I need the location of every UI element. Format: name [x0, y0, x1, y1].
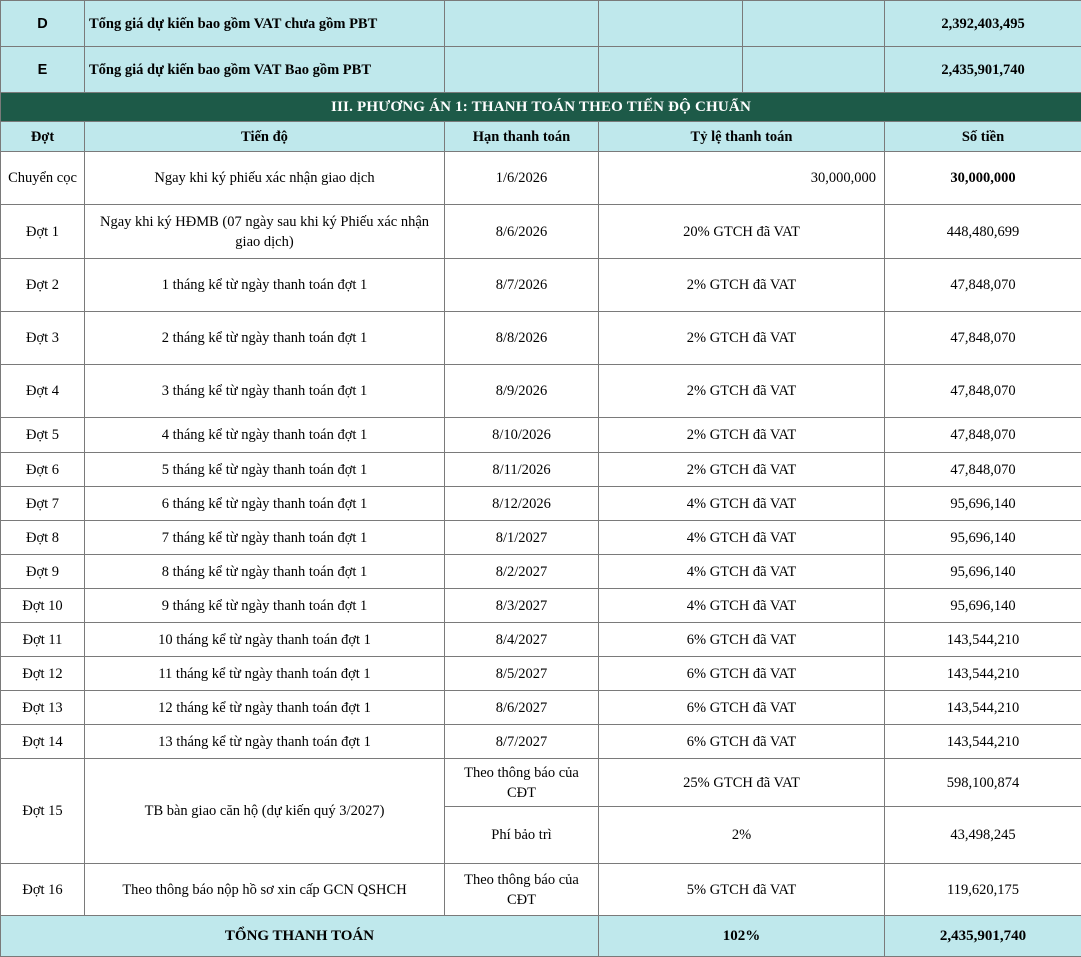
header-progress: Tiến độ [85, 122, 445, 152]
row-deadline: Phí bảo trì [445, 807, 599, 864]
row-amount: 30,000,000 [885, 152, 1081, 205]
installment-row [1, 589, 1081, 623]
summary-label: Tổng giá dự kiến bao gồm VAT Bao gồm PBT [85, 47, 445, 93]
row-progress: 8 tháng kể từ ngày thanh toán đợt 1 [85, 555, 445, 589]
section-title: III. PHƯƠNG ÁN 1: THANH TOÁN THEO TIẾN ĐỘ CHUẨN [1, 93, 1081, 122]
row-progress: Theo thông báo nộp hồ sơ xin cấp GCN QSHCH [85, 864, 445, 916]
row-phase: Đợt 12 [1, 657, 85, 691]
row-phase: Đợt 16 [1, 864, 85, 916]
row-amount: 47,848,070 [885, 312, 1081, 365]
empty-cell [445, 47, 599, 93]
row-deadline: 8/1/2027 [445, 521, 599, 555]
row-rate: 6% GTCH đã VAT [599, 657, 885, 691]
row-deadline: 8/7/2026 [445, 259, 599, 312]
row-deadline: 8/12/2026 [445, 487, 599, 521]
row-amount: 47,848,070 [885, 259, 1081, 312]
empty-cell [599, 1, 743, 47]
row-phase: Đợt 2 [1, 259, 85, 312]
row-phase: Đợt 3 [1, 312, 85, 365]
row-phase: Chuyển cọc [1, 152, 85, 205]
empty-cell [599, 47, 743, 93]
installment-row-16 [1, 864, 1081, 916]
installment-row [1, 453, 1081, 487]
installment-row-15a [1, 759, 1081, 807]
row-rate: 2% [599, 807, 885, 864]
row-rate: 2% GTCH đã VAT [599, 418, 885, 453]
installment-row [1, 657, 1081, 691]
row-deadline: 8/6/2026 [445, 205, 599, 259]
row-deadline: 1/6/2026 [445, 152, 599, 205]
installment-row [1, 418, 1081, 453]
empty-cell [445, 1, 599, 47]
row-rate: 4% GTCH đã VAT [599, 521, 885, 555]
row-progress: 10 tháng kể từ ngày thanh toán đợt 1 [85, 623, 445, 657]
row-deadline: 8/8/2026 [445, 312, 599, 365]
row-phase: Đợt 10 [1, 589, 85, 623]
row-phase: Đợt 11 [1, 623, 85, 657]
row-amount: 47,848,070 [885, 365, 1081, 418]
row-progress: TB bàn giao căn hộ (dự kiến quý 3/2027) [85, 759, 445, 864]
summary-label: Tổng giá dự kiến bao gồm VAT chưa gồm PBT [85, 1, 445, 47]
row-phase: Đợt 5 [1, 418, 85, 453]
row-deadline: 8/3/2027 [445, 589, 599, 623]
total-label: TỔNG THANH TOÁN [1, 916, 599, 957]
row-deadline: 8/10/2026 [445, 418, 599, 453]
row-rate: 6% GTCH đã VAT [599, 725, 885, 759]
row-deadline: Theo thông báo của CĐT [445, 759, 599, 807]
deposit-row [1, 152, 1081, 205]
row-rate: 30,000,000 [599, 152, 885, 205]
installment-row [1, 487, 1081, 521]
row-deadline: 8/7/2027 [445, 725, 599, 759]
section-title-row [1, 93, 1081, 122]
row-amount: 119,620,175 [885, 864, 1081, 916]
row-amount: 448,480,699 [885, 205, 1081, 259]
row-deadline: 8/9/2026 [445, 365, 599, 418]
summary-row-d [1, 1, 1081, 47]
row-progress: 3 tháng kể từ ngày thanh toán đợt 1 [85, 365, 445, 418]
row-rate: 2% GTCH đã VAT [599, 259, 885, 312]
header-row [1, 122, 1081, 152]
row-amount: 47,848,070 [885, 453, 1081, 487]
header-deadline: Hạn thanh toán [445, 122, 599, 152]
row-amount: 95,696,140 [885, 589, 1081, 623]
row-progress: Ngay khi ký HĐMB (07 ngày sau khi ký Phiếu xác nhận giao dịch) [85, 205, 445, 259]
row-amount: 143,544,210 [885, 691, 1081, 725]
header-phase: Đợt [1, 122, 85, 152]
row-phase: Đợt 14 [1, 725, 85, 759]
row-phase: Đợt 4 [1, 365, 85, 418]
total-rate: 102% [599, 916, 885, 957]
row-amount: 95,696,140 [885, 555, 1081, 589]
row-progress: 7 tháng kể từ ngày thanh toán đợt 1 [85, 521, 445, 555]
summary-code: D [1, 1, 85, 47]
row-amount: 143,544,210 [885, 657, 1081, 691]
installment-row [1, 623, 1081, 657]
row-amount: 47,848,070 [885, 418, 1081, 453]
row-amount: 598,100,874 [885, 759, 1081, 807]
header-rate: Tỷ lệ thanh toán [599, 122, 885, 152]
row-rate: 2% GTCH đã VAT [599, 312, 885, 365]
row-amount: 95,696,140 [885, 487, 1081, 521]
row-rate: 6% GTCH đã VAT [599, 623, 885, 657]
row-deadline: 8/6/2027 [445, 691, 599, 725]
row-rate: 4% GTCH đã VAT [599, 487, 885, 521]
empty-cell [743, 47, 885, 93]
installment-row [1, 259, 1081, 312]
row-rate: 6% GTCH đã VAT [599, 691, 885, 725]
total-row [1, 916, 1081, 957]
row-progress: 13 tháng kể từ ngày thanh toán đợt 1 [85, 725, 445, 759]
row-phase: Đợt 7 [1, 487, 85, 521]
row-rate: 2% GTCH đã VAT [599, 453, 885, 487]
row-phase: Đợt 1 [1, 205, 85, 259]
row-progress: 12 tháng kể từ ngày thanh toán đợt 1 [85, 691, 445, 725]
summary-amount: 2,392,403,495 [885, 1, 1081, 47]
row-phase: Đợt 13 [1, 691, 85, 725]
row-amount: 95,696,140 [885, 521, 1081, 555]
installment-row [1, 555, 1081, 589]
summary-amount: 2,435,901,740 [885, 47, 1081, 93]
row-phase: Đợt 15 [1, 759, 85, 864]
row-rate: 2% GTCH đã VAT [599, 365, 885, 418]
row-deadline: 8/5/2027 [445, 657, 599, 691]
row-phase: Đợt 9 [1, 555, 85, 589]
row-amount: 143,544,210 [885, 725, 1081, 759]
row-progress: 5 tháng kể từ ngày thanh toán đợt 1 [85, 453, 445, 487]
installment-row [1, 725, 1081, 759]
row-deadline: 8/2/2027 [445, 555, 599, 589]
installment-row [1, 521, 1081, 555]
row-progress: 6 tháng kể từ ngày thanh toán đợt 1 [85, 487, 445, 521]
installment-row [1, 691, 1081, 725]
row-amount: 143,544,210 [885, 623, 1081, 657]
row-phase: Đợt 8 [1, 521, 85, 555]
summary-code: E [1, 47, 85, 93]
row-phase: Đợt 6 [1, 453, 85, 487]
row-rate: 4% GTCH đã VAT [599, 589, 885, 623]
row-amount: 43,498,245 [885, 807, 1081, 864]
row-progress: 2 tháng kể từ ngày thanh toán đợt 1 [85, 312, 445, 365]
row-rate: 5% GTCH đã VAT [599, 864, 885, 916]
row-deadline: 8/11/2026 [445, 453, 599, 487]
row-rate: 4% GTCH đã VAT [599, 555, 885, 589]
row-progress: 4 tháng kể từ ngày thanh toán đợt 1 [85, 418, 445, 453]
summary-row-e [1, 47, 1081, 93]
row-progress: 1 tháng kể từ ngày thanh toán đợt 1 [85, 259, 445, 312]
row-progress: Ngay khi ký phiếu xác nhận giao dịch [85, 152, 445, 205]
installment-row [1, 365, 1081, 418]
installment-row [1, 312, 1081, 365]
total-amount: 2,435,901,740 [885, 916, 1081, 957]
row-rate: 20% GTCH đã VAT [599, 205, 885, 259]
row-progress: 11 tháng kể từ ngày thanh toán đợt 1 [85, 657, 445, 691]
row-progress: 9 tháng kể từ ngày thanh toán đợt 1 [85, 589, 445, 623]
empty-cell [743, 1, 885, 47]
row-deadline: 8/4/2027 [445, 623, 599, 657]
header-amount: Số tiền [885, 122, 1081, 152]
installment-row [1, 205, 1081, 259]
row-rate: 25% GTCH đã VAT [599, 759, 885, 807]
row-deadline: Theo thông báo của CĐT [445, 864, 599, 916]
